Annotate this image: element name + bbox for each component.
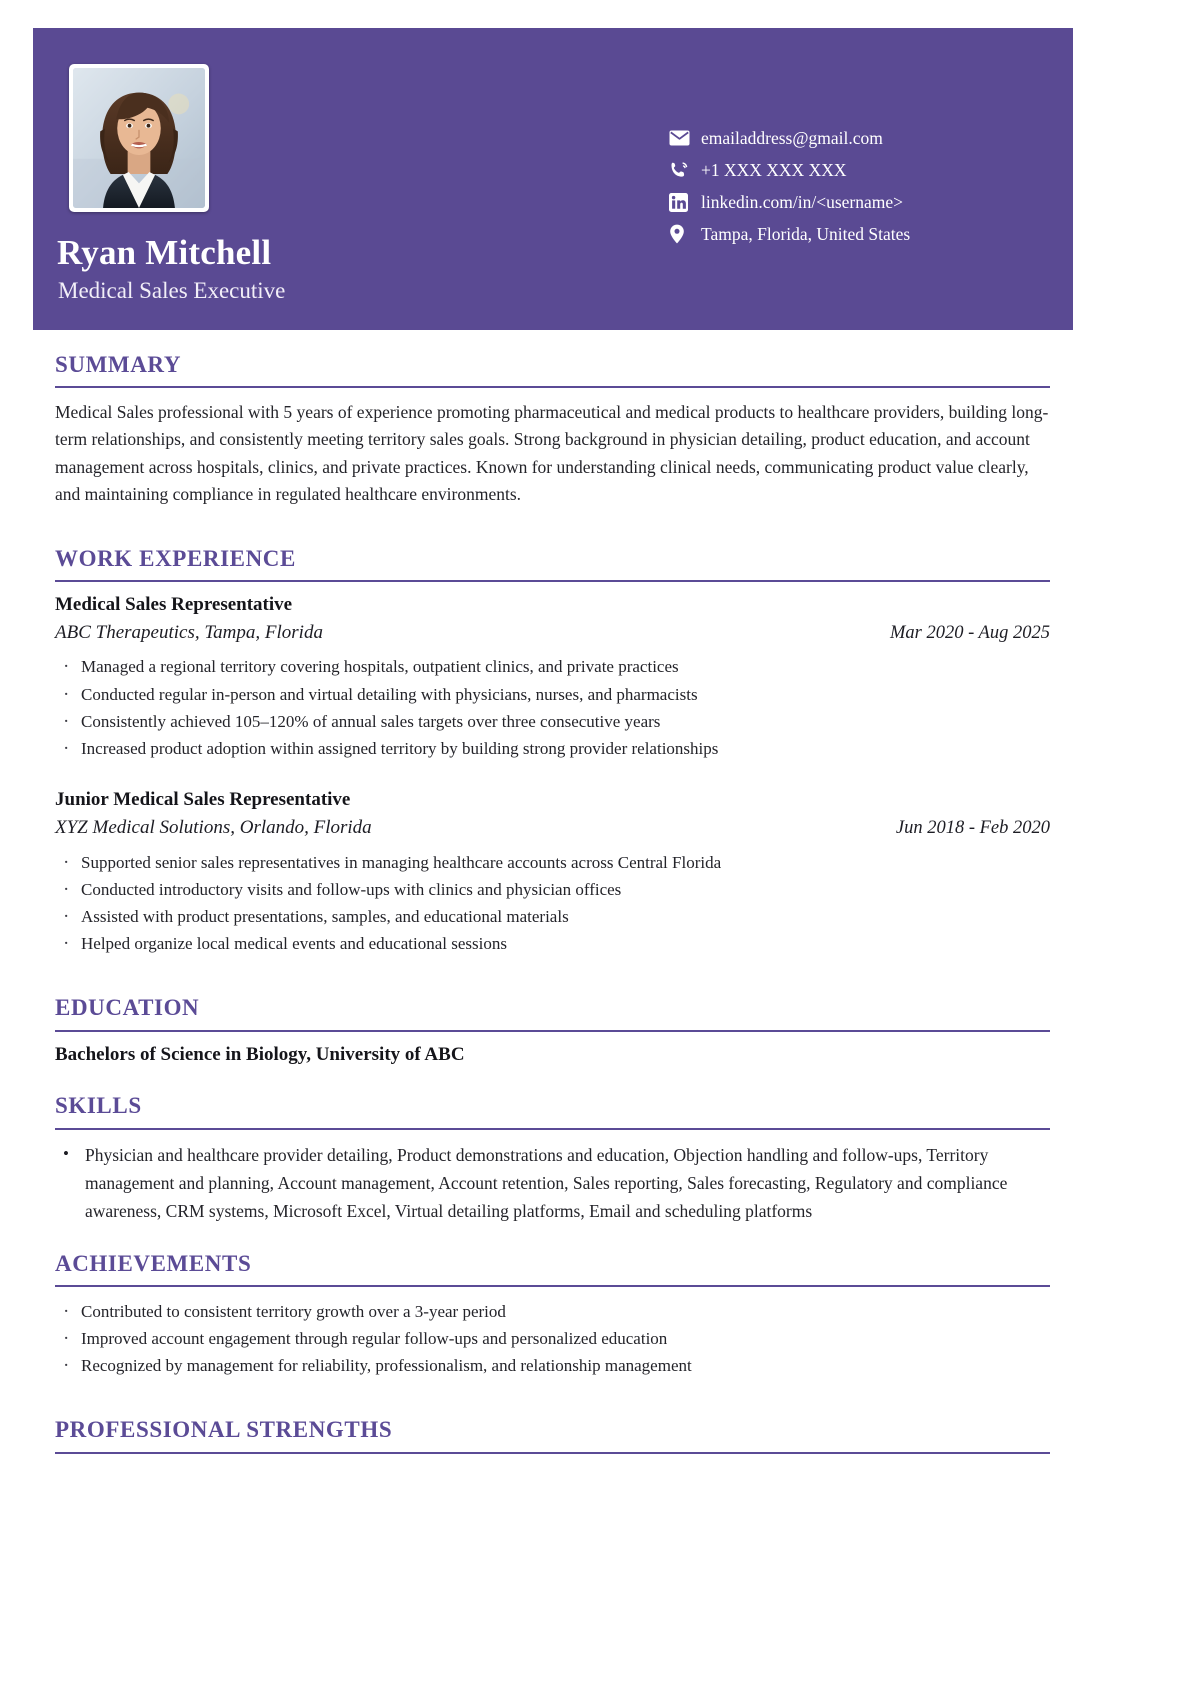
contact-list	[669, 122, 1049, 250]
envelope-icon	[669, 127, 695, 149]
section-heading-skills: SKILLS	[55, 1093, 142, 1119]
job-bullet: · Increased product adoption within assigned territory by building strong provider relationships	[55, 735, 1050, 762]
section-rule-education	[55, 1030, 1050, 1032]
job-title: Medical Sales Representative	[55, 594, 293, 616]
job-bullets	[55, 849, 1050, 958]
section-heading-professional-strengths: PROFESSIONAL STRENGTHS	[55, 1417, 393, 1443]
linkedin-icon	[669, 191, 695, 213]
section-heading-work-experience: WORK EXPERIENCE	[55, 545, 296, 571]
job-bullets	[55, 653, 1050, 762]
contact-phone-text: +1 XXX XXX XXX	[701, 159, 847, 180]
profile-photo-frame	[69, 64, 209, 212]
skills-list	[55, 1141, 1050, 1225]
candidate-name: Ryan Mitchell	[57, 233, 272, 272]
contact-location-text: Tampa, Florida, United States	[701, 223, 911, 244]
contact-email-text: emailaddress@gmail.com	[701, 127, 883, 148]
job-dates: Jun 2018 - Feb 2020	[895, 817, 1050, 838]
summary-text: Medical Sales professional with 5 years of experience promoting pharmaceutical and medical products to healthcare providers, building long-term relationships, and consistently meeting territory sales goals. Strong background in physician detailing, product education, and account management across hospitals, clinics, and private practices. Known for understanding clinical needs, communicating product value clearly, and maintaining compliance in regulated healthcare environments.	[55, 402, 1049, 504]
section-work-experience	[55, 546, 1050, 958]
section-rule-skills	[55, 1128, 1050, 1130]
achievements-item: · Contributed to consistent territory growth over a 3-year period	[55, 1298, 1050, 1325]
achievements-item: · Recognized by management for reliability, professionalism, and relationship management	[55, 1352, 1050, 1379]
spacer	[55, 508, 1050, 546]
job-company: ABC Therapeutics, Tampa, Florida	[55, 621, 323, 643]
section-professional-strengths	[55, 1417, 1050, 1453]
spacer	[55, 1379, 1050, 1417]
achievements-list	[55, 1298, 1050, 1380]
job-meta	[55, 816, 1050, 841]
contact-email[interactable]	[669, 122, 1049, 154]
resume-body	[55, 352, 1050, 1465]
job-bullet: · Helped organize local medical events and educational sessions	[55, 930, 1050, 957]
contact-linkedin[interactable]	[669, 186, 1049, 218]
job-entry	[55, 593, 1050, 762]
contact-linkedin-text: linkedin.com/in/<username>	[701, 191, 903, 212]
achievements-item: · Improved account engagement through regular follow-ups and personalized education	[55, 1325, 1050, 1352]
section-achievements	[55, 1251, 1050, 1380]
job-bullet: · Conducted regular in-person and virtual detailing with physicians, nurses, and pharmacists	[55, 681, 1050, 708]
spacer	[55, 957, 1050, 995]
job-bullet: · Conducted introductory visits and follow-ups with clinics and physician offices	[55, 876, 1050, 903]
section-heading-education: EDUCATION	[55, 995, 200, 1021]
job-bullet: · Consistently achieved 105–120% of annual sales targets over three consecutive years	[55, 708, 1050, 735]
section-summary	[55, 352, 1050, 508]
job-title: Junior Medical Sales Representative	[55, 789, 351, 811]
section-heading-achievements: ACHIEVEMENTS	[55, 1250, 252, 1276]
section-rule-work-experience	[55, 580, 1050, 582]
contact-location	[669, 218, 1049, 250]
section-rule-achievements	[55, 1285, 1050, 1287]
contact-phone[interactable]	[669, 154, 1049, 186]
section-education	[55, 995, 1050, 1067]
job-meta	[55, 621, 1050, 646]
spacer	[55, 1225, 1050, 1251]
job-bullet: · Supported senior sales representatives in managing healthcare accounts across Central Florida	[55, 849, 1050, 876]
education-entry: Bachelors of Science in Biology, University of ABC	[55, 1043, 465, 1065]
section-rule-professional-strengths	[55, 1452, 1050, 1454]
job-bullet: · Assisted with product presentations, samples, and educational materials	[55, 903, 1050, 930]
section-rule-summary	[55, 386, 1050, 388]
job-dates: Mar 2020 - Aug 2025	[890, 622, 1050, 643]
spacer	[55, 762, 1050, 788]
job-entry	[55, 788, 1050, 957]
job-bullet: · Managed a regional territory covering hospitals, outpatient clinics, and private practices	[55, 653, 1050, 680]
job-company: XYZ Medical Solutions, Orlando, Florida	[55, 816, 372, 838]
candidate-role: Medical Sales Executive	[58, 278, 286, 303]
profile-photo	[73, 68, 205, 208]
spacer	[55, 1067, 1050, 1093]
resume-header-banner	[33, 28, 1073, 330]
skills-item: • Physician and healthcare provider detailing, Product demonstrations and education, Objection handling and follow-ups, Territory management and planning, Account management, Account retention, Sales reporting, Sales forecasting, Regulatory and compliance awareness, CRM systems, Microsoft Excel, Virtual detailing platforms, Email and scheduling platforms	[55, 1141, 1050, 1225]
section-skills	[55, 1093, 1050, 1224]
map-pin-icon	[669, 223, 695, 245]
phone-icon	[669, 159, 695, 181]
section-heading-summary: SUMMARY	[55, 352, 182, 377]
